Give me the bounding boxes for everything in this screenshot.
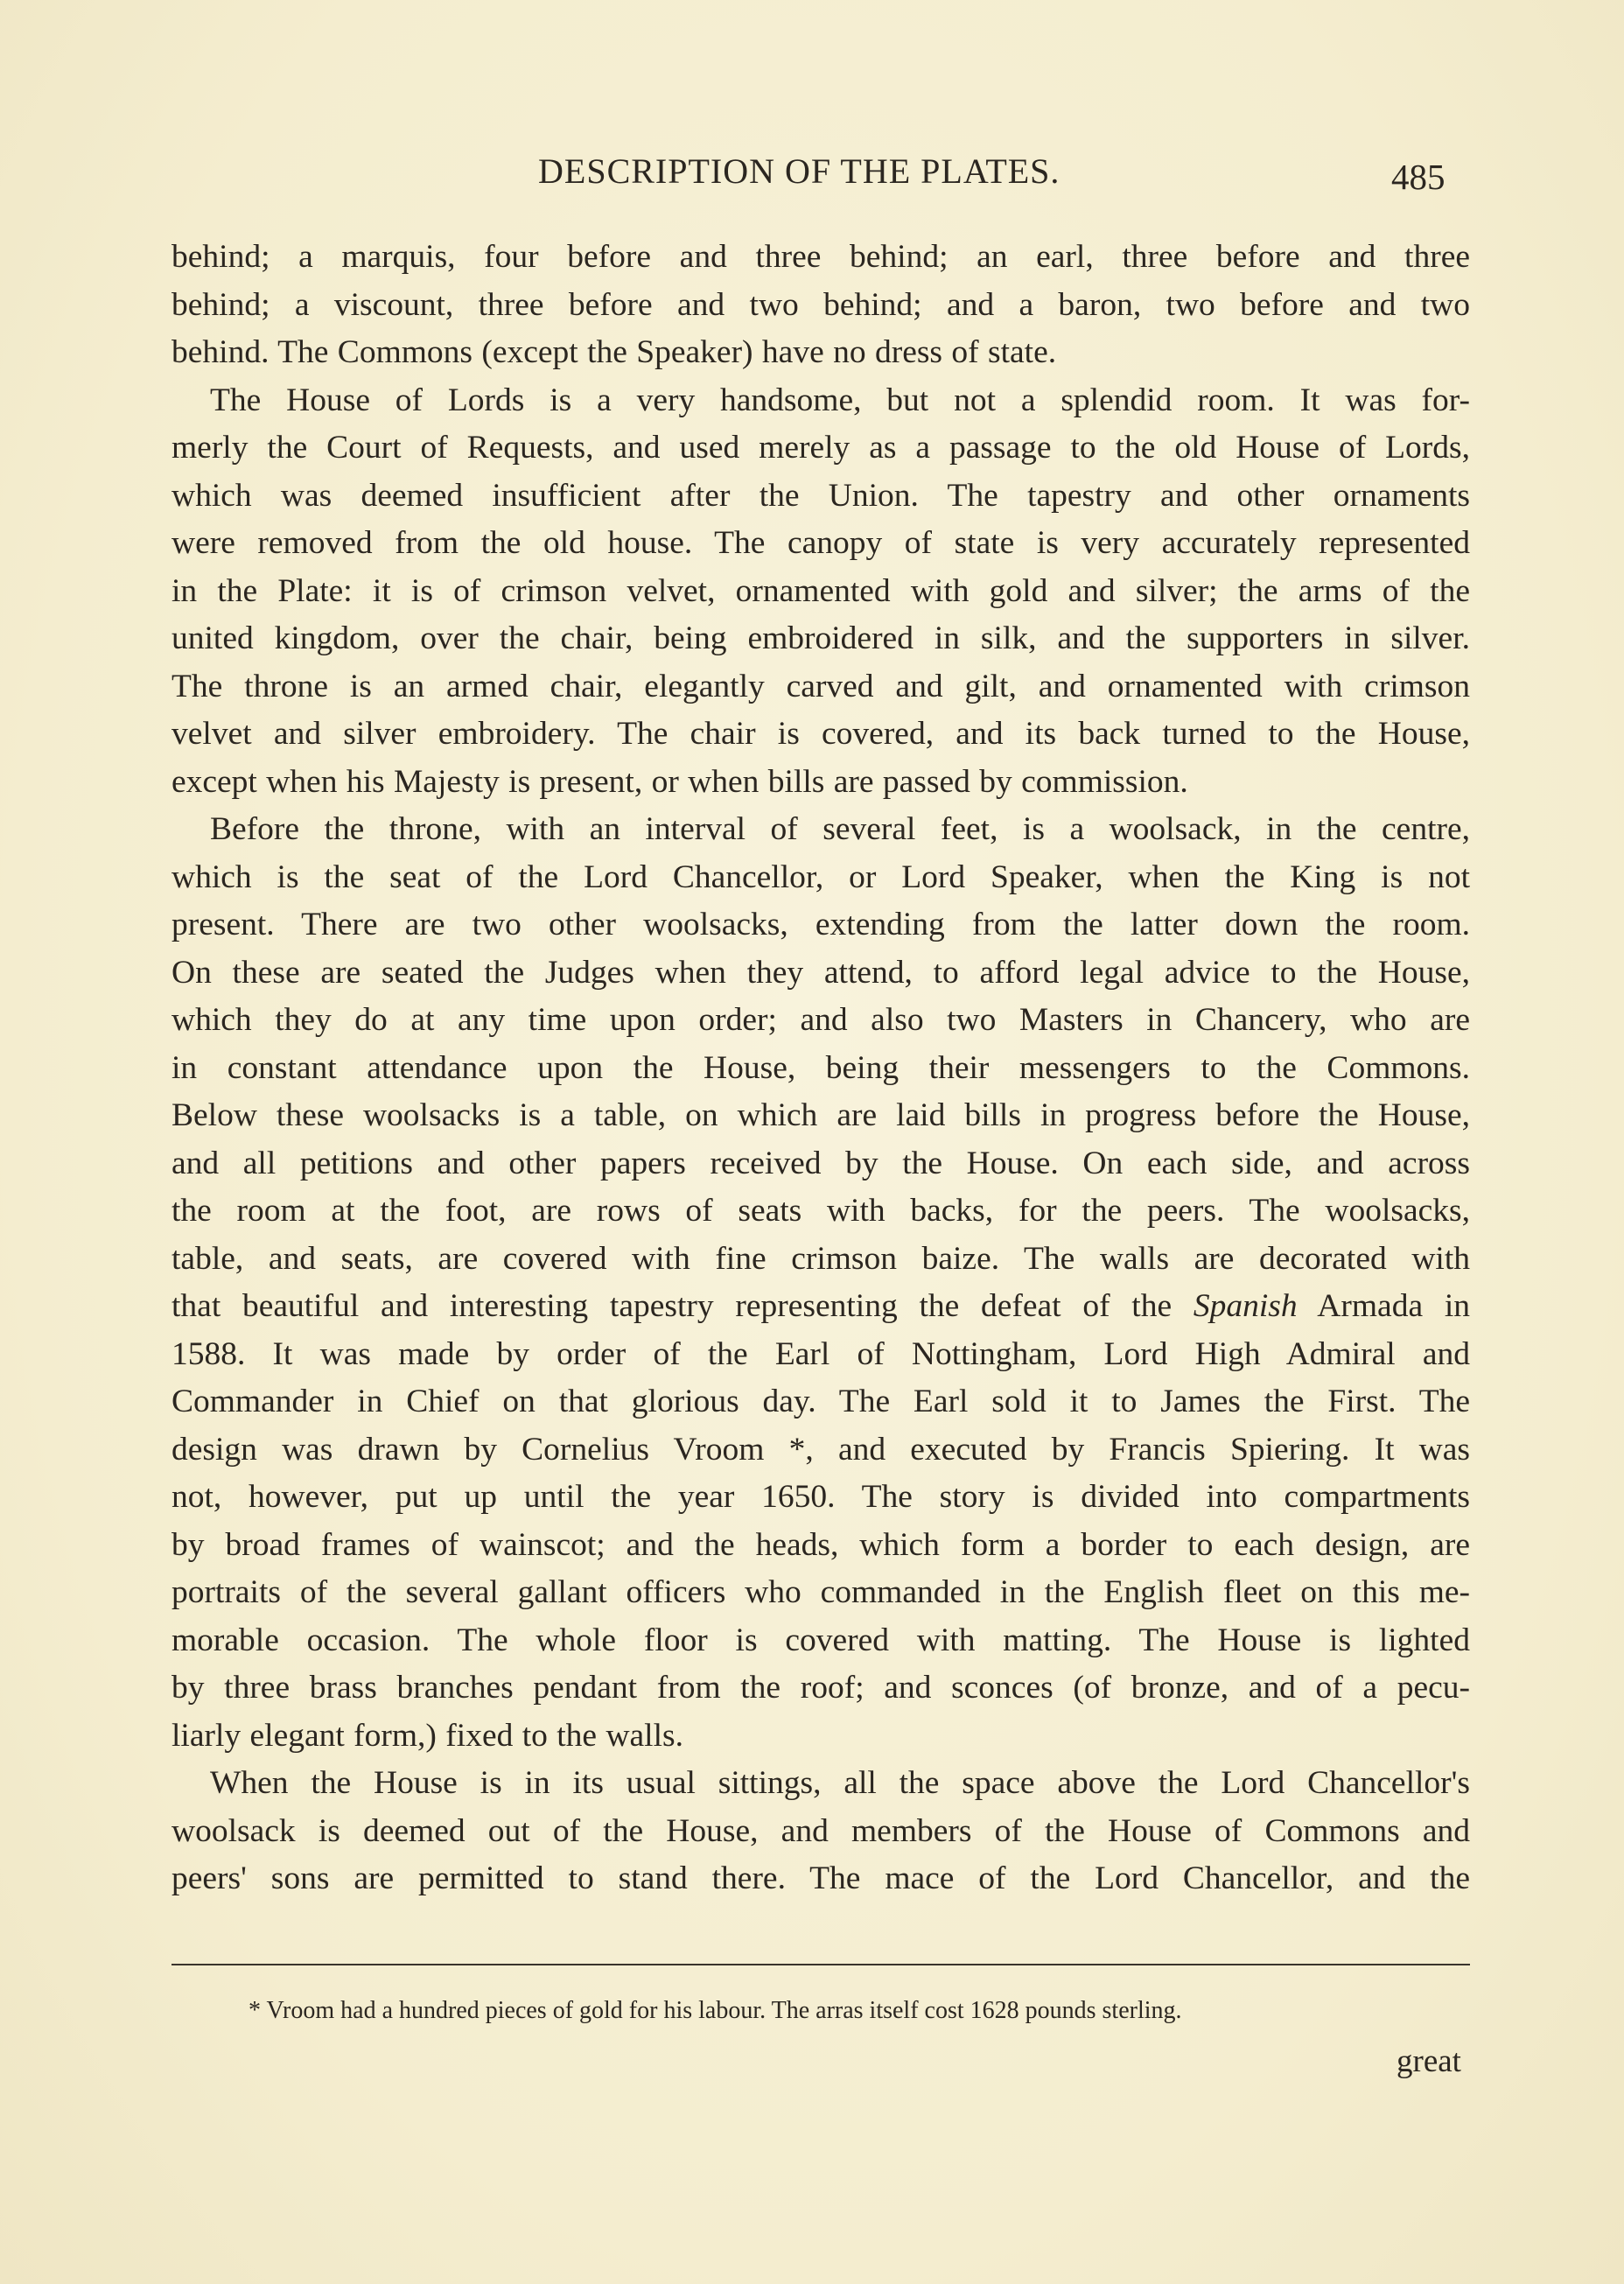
body-text xyxy=(172,234,1470,1903)
text-line: behind; a marquis, four before and three behind; an earl, three before and three xyxy=(172,239,1470,275)
text-line: portraits of the several gallant officers who commanded in the English fleet on this me- xyxy=(172,1574,1470,1610)
text-line: behind; a viscount, three before and two behind; and a baron, two before and two xyxy=(172,286,1470,323)
text-line: united kingdom, over the chair, being embroidered in silk, and the supporters in silver. xyxy=(172,620,1470,656)
text-line: by three brass branches pendant from the roof; and sconces (of bronze, and of a pecu- xyxy=(172,1670,1470,1706)
text-line: which they do at any time upon order; and also two Masters in Chancery, who are xyxy=(172,1002,1470,1038)
text-line: When the House is in its usual sittings, all the space above the Lord Chancellor's xyxy=(210,1765,1470,1801)
paragraph xyxy=(172,806,1470,1760)
text-line: except when his Majesty is present, or when bills are passed by commission. xyxy=(172,763,1188,800)
footnote: * Vroom had a hundred pieces of gold for his labour. The arras itself cost 1628 pounds sterling. xyxy=(248,1997,1182,2024)
text-line: 1588. It was made by order of the Earl of Nottingham, Lord High Admiral and xyxy=(172,1335,1470,1372)
text-line: The House of Lords is a very handsome, but not a splendid room. It was for- xyxy=(210,382,1470,418)
text-line: which is the seat of the Lord Chancellor, or Lord Speaker, when the King is not xyxy=(172,858,1470,895)
text-line: that beautiful and interesting tapestry representing the defeat of the Spanish Armada in xyxy=(172,1288,1470,1324)
text-line: On these are seated the Judges when they attend, to afford legal advice to the House, xyxy=(172,954,1470,991)
text-line: Before the throne, with an interval of several feet, is a woolsack, in the centre, xyxy=(210,811,1470,847)
text-line: the room at the foot, are rows of seats with backs, for the peers. The woolsacks, xyxy=(172,1193,1470,1229)
text-line: The throne is an armed chair, elegantly carved and gilt, and ornamented with crimson xyxy=(172,668,1470,704)
text-line: in the Plate: it is of crimson velvet, ornamented with gold and silver; the arms of the xyxy=(172,572,1470,609)
paragraph xyxy=(172,234,1470,377)
text-line: design was drawn by Cornelius Vroom *, and executed by Francis Spiering. It was xyxy=(172,1431,1470,1468)
text-line: velvet and silver embroidery. The chair is covered, and its back turned to the House, xyxy=(172,716,1470,752)
paragraph xyxy=(172,1760,1470,1903)
text-line: were removed from the old house. The canopy of state is very accurately represented xyxy=(172,525,1470,561)
text-line: peers' sons are permitted to stand there. The mace of the Lord Chancellor, and the xyxy=(172,1860,1470,1896)
page-header xyxy=(538,151,1483,203)
text-line: woolsack is deemed out of the House, and members of the House of Commons and xyxy=(172,1812,1470,1849)
running-title: DESCRIPTION OF THE PLATES. xyxy=(538,151,1060,191)
catchword: great xyxy=(1396,2043,1461,2079)
text-line: not, however, put up until the year 1650. The story is divided into compartments xyxy=(172,1479,1470,1515)
paragraph xyxy=(172,377,1470,807)
page-number: 485 xyxy=(1391,157,1446,197)
text-line: liarly elegant form,) fixed to the walls. xyxy=(172,1717,683,1754)
text-line: Below these woolsacks is a table, on which are laid bills in progress before the House, xyxy=(172,1097,1470,1133)
text-line: by broad frames of wainscot; and the heads, which form a border to each design, are xyxy=(172,1526,1470,1563)
text-line: present. There are two other woolsacks, extending from the latter down the room. xyxy=(172,907,1470,942)
text-line: morable occasion. The whole floor is covered with matting. The House is lighted xyxy=(172,1622,1470,1658)
text-line: merly the Court of Requests, and used merely as a passage to the old House of Lords, xyxy=(172,430,1470,466)
footnote-rule xyxy=(172,1964,1470,1965)
text-line: behind. The Commons (except the Speaker) have no dress of state. xyxy=(172,334,1057,370)
text-line: Commander in Chief on that glorious day. The Earl sold it to James the First. The xyxy=(172,1384,1470,1419)
text-line: in constant attendance upon the House, being their messengers to the Commons. xyxy=(172,1049,1470,1086)
text-line: and all petitions and other papers received by the House. On each side, and across xyxy=(172,1145,1470,1181)
text-line: which was deemed insufficient after the Union. The tapestry and other ornaments xyxy=(172,477,1470,514)
text-line: table, and seats, are covered with fine crimson baize. The walls are decorated with xyxy=(172,1240,1470,1277)
